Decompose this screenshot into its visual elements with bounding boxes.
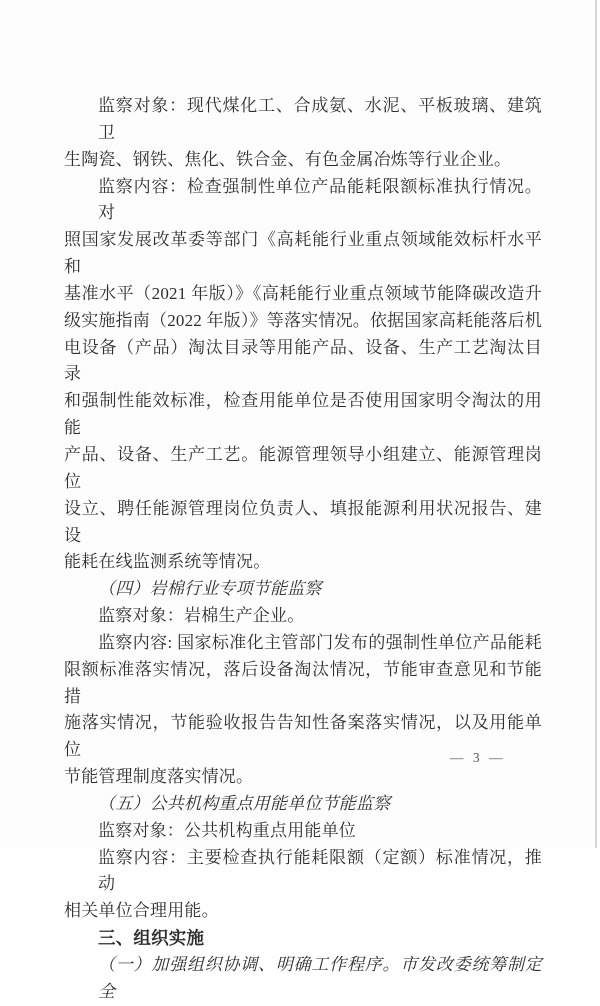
document-body: [64, 93, 542, 1006]
text-line: （五）公共机构重点用能单位节能监察: [98, 793, 391, 813]
text-line: （四）岩棉行业专项节能监察: [98, 579, 322, 599]
text-line: 设立、聘任能源管理岗位负责人、填报能源利用状况报告、建设: [64, 498, 542, 545]
text-line: 基准水平（2021 年版）》《高耗能行业重点领域节能降碳改造升: [64, 283, 542, 303]
text-line: 监察内容：主要检查执行能耗限额（定额）标准情况，推动: [98, 847, 542, 894]
scan-edge-line: [595, 0, 597, 848]
text-line: 产品、设备、生产工艺。能源管理领导小组建立、能源管理岗位: [64, 444, 542, 491]
text-line: 和强制性能效标准，检查用能单位是否使用国家明令淘汰的用能: [64, 391, 542, 438]
text-line: 节能管理制度落实情况。: [64, 767, 254, 787]
text-line: 监察对象：公共机构重点用能单位: [98, 820, 356, 840]
text-line: 级实施指南（2022 年版）》等落实情况。依据国家高耗能落后机: [64, 310, 542, 330]
text-line: 能耗在线监测系统等情况。: [64, 552, 271, 572]
text-line: 相关单位合理用能。: [64, 901, 219, 921]
text-line: 电设备（产品）淘汰目录等用能产品、设备、生产工艺淘汰目录: [64, 337, 542, 384]
text-line: 生陶瓷、钢铁、焦化、铁合金、有色金属冶炼等行业企业。: [64, 149, 512, 169]
text-line: 限额标准落实情况，落后设备淘汰情况，节能审查意见和节能措: [64, 659, 542, 706]
text-line: 照国家发展改革委等部门《高耗能行业重点领域能效标杆水平和: [64, 230, 542, 277]
text-line: 监察内容：检查强制性单位产品能耗限额标准执行情况。对: [98, 176, 542, 223]
text-line: 监察内容: 国家标准化主管部门发布的强制性单位产品能耗: [98, 632, 542, 652]
text-line: 监察对象：岩棉生产企业。: [98, 606, 305, 626]
text-line: （一）加强组织协调、明确工作程序。市发改委统筹制定全: [98, 955, 542, 1001]
text-line: 施落实情况，节能验收报告告知性备案落实情况，以及用能单位: [64, 713, 542, 760]
page-number: — 3 —: [450, 750, 506, 765]
text-line: 三、组织实施: [98, 928, 205, 949]
text-line: 监察对象：现代煤化工、合成氨、水泥、平板玻璃、建筑卫: [98, 96, 542, 142]
